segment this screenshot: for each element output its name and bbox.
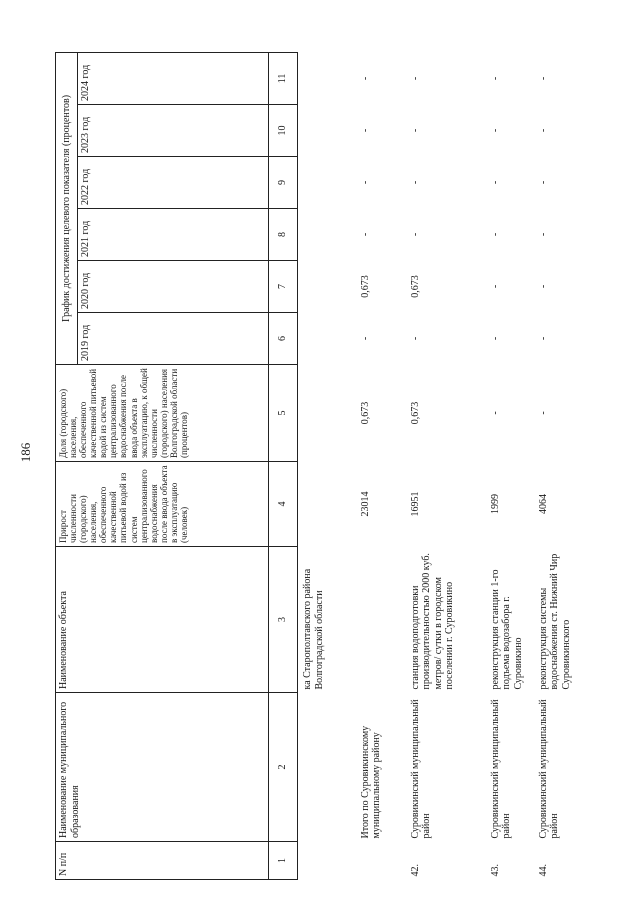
row-object: реконструкция системы водоснабжения ст. Нижний Чир Суровикинского	[537, 553, 572, 690]
row-year-value	[298, 209, 356, 261]
row-share: -	[537, 411, 549, 415]
row-year-value: -	[359, 180, 371, 185]
row-year-value: -	[489, 180, 501, 185]
header-row	[56, 52, 78, 879]
row-year-value: -	[489, 232, 501, 237]
row-share: 0,673	[409, 401, 421, 425]
row-share: 0,673	[359, 401, 371, 425]
row-year-value: -	[489, 76, 501, 81]
row-year-value: -	[537, 284, 549, 289]
column-number: 4	[269, 462, 298, 547]
row-year-value: -	[409, 76, 421, 81]
column-number: 3	[269, 547, 298, 693]
row-year-value: 0,673	[409, 275, 421, 298]
row-year-value: -	[359, 336, 371, 341]
table-row-total	[356, 52, 406, 879]
header-share: Доля (городского) населения, обеспеченного качественной питьевой водой из систем централизованного водоснабжения после ввода объекта в эксплуатацию, к общей численности (городского) населения Волгоградской области (процентов)	[56, 365, 269, 462]
row-growth: 16951	[409, 491, 421, 517]
header-year: 2020 год	[78, 261, 269, 313]
row-year-value: -	[537, 180, 549, 185]
row-municipality	[298, 693, 356, 842]
row-year-value: -	[489, 128, 501, 133]
column-number: 8	[269, 209, 298, 261]
row-growth: 1999	[489, 494, 501, 514]
row-growth: 23014	[359, 491, 371, 517]
row-year-value: -	[359, 76, 371, 81]
column-number: 10	[269, 105, 298, 157]
table-row	[406, 52, 486, 879]
row-year-value	[298, 52, 356, 104]
header-num: N п/п	[56, 842, 269, 880]
row-year-value: -	[537, 128, 549, 133]
header-year: 2024 год	[78, 52, 269, 104]
row-year-value: -	[489, 284, 501, 289]
table-row	[298, 52, 356, 879]
row-object	[356, 547, 406, 693]
row-share: -	[489, 411, 501, 415]
header-year: 2023 год	[78, 105, 269, 157]
row-year-value: -	[359, 128, 371, 133]
column-number: 5	[269, 365, 298, 462]
column-number: 9	[269, 157, 298, 209]
column-number: 2	[269, 693, 298, 842]
row-year-value: 0,673	[359, 275, 371, 298]
table-row	[534, 52, 590, 879]
row-growth	[298, 462, 356, 547]
row-year-value	[298, 157, 356, 209]
column-number: 11	[269, 52, 298, 104]
schedule-table	[55, 52, 590, 880]
page-number: 186	[18, 442, 33, 463]
row-num: 44.	[537, 864, 549, 877]
row-year-value: -	[409, 232, 421, 237]
row-year-value: -	[359, 232, 371, 237]
row-year-value: -	[409, 128, 421, 133]
row-num	[356, 842, 406, 880]
header-year: 2019 год	[78, 313, 269, 365]
row-year-value: -	[537, 76, 549, 81]
row-growth: 4064	[537, 494, 549, 514]
header-growth: Прирост численности (городского) населения, обеспеченного качественной питьевой водой из систем централизованного водоснабжения после ввода объекта в эксплуатацию (человек)	[56, 462, 269, 547]
row-year-value: -	[409, 180, 421, 185]
row-year-value	[298, 261, 356, 313]
row-num	[298, 842, 356, 880]
column-number: 1	[269, 842, 298, 880]
row-year-value: -	[537, 232, 549, 237]
row-year-value	[298, 313, 356, 365]
column-number: 6	[269, 313, 298, 365]
header-municipality: Наименование муниципального образования	[56, 693, 269, 842]
row-num: 42.	[409, 864, 421, 877]
row-year-value: -	[489, 336, 501, 341]
row-year-value: -	[409, 336, 421, 341]
row-object: ка Старополтавского района Волгоградской области	[302, 568, 325, 690]
header-schedule-group: График достижения целевого показателя (процентов)	[56, 52, 78, 364]
header-year: 2021 год	[78, 209, 269, 261]
table-row	[486, 52, 534, 879]
row-object: реконструкция станции 1-го подъема водозабора г. Суровикино	[489, 569, 524, 690]
row-year-value: -	[537, 336, 549, 341]
row-municipality: Суровикинский муниципальный район	[537, 699, 560, 839]
header-year: 2022 год	[78, 157, 269, 209]
row-municipality: Итого по Суровикинскому муниципальному району	[359, 725, 382, 839]
header-object: Наименование объекта	[56, 547, 269, 693]
column-number: 7	[269, 261, 298, 313]
row-municipality: Суровикинский муниципальный район	[409, 699, 432, 839]
row-year-value	[298, 105, 356, 157]
row-object: станция водоподготовки производительностью 2000 куб. метров/ сутки в городском поселении г. Суровикино	[409, 553, 455, 690]
row-municipality: Суровикинский муниципальный район	[489, 699, 512, 839]
row-share	[298, 365, 356, 462]
row-num: 43.	[489, 864, 501, 877]
column-numbers-row	[269, 52, 298, 879]
